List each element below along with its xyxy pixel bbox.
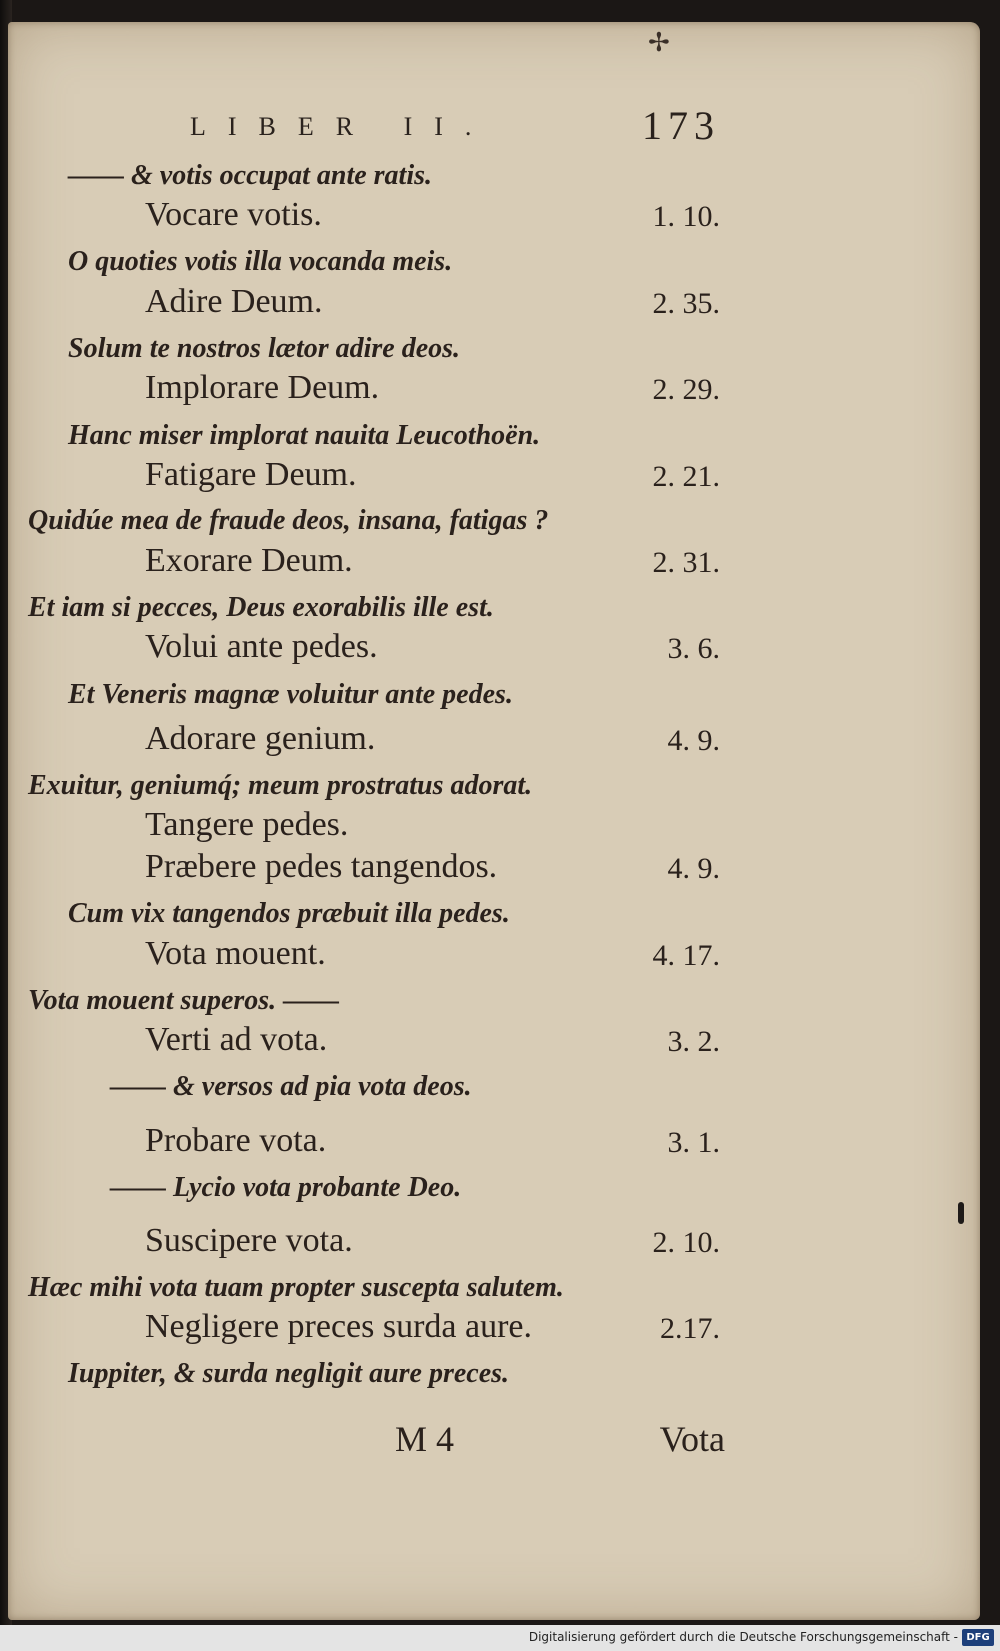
entry-quote: Solum te nostros lætor adire deos. [68,333,461,364]
entry-heading: Tangere pedes. [145,806,349,843]
entry-quote: —— & versos ad pia vota deos. [110,1071,472,1102]
entry-quote: Vota mouent superos. —— [28,985,340,1016]
entry-quote: —— & votis occupat ante ratis. [68,160,432,191]
footer-credit-text: Digitalisierung gefördert durch die Deutsche Forschungsgemeinschaft - [528,1630,958,1644]
entry-heading: Probare vota. [145,1122,327,1159]
entry-heading: Fatigare Deum. [145,456,357,493]
page-spot [958,1202,964,1224]
entry-quote: Iuppiter, & surda negligit aure preces. [68,1358,510,1389]
catchword: Vota [659,1419,725,1459]
entry-heading: Suscipere vota. [145,1222,353,1259]
entry-quote: Et Veneris magnæ voluitur ante pedes. [68,679,513,710]
entry-ref: 4. 9. [667,852,720,885]
entry-heading: Vocare votis. [145,196,322,233]
entry-quote: Cum vix tangendos præbuit illa pedes. [68,898,510,929]
entry-ref: 4. 9. [667,724,720,757]
entry-ref: 4. 17. [652,939,720,972]
dfg-logo-icon: DFG [962,1629,994,1646]
entry-heading: Negligere preces surda aure. [145,1308,533,1345]
entry-heading: Adire Deum. [145,283,323,320]
entry-quote: O quoties votis illa vocanda meis. [68,246,453,277]
entry-heading: Implorare Deum. [145,369,380,406]
entry-quote: Quidúe mea de fraude deos, insana, fatigas ? [28,505,549,536]
entry-ref: 2. 21. [652,460,720,493]
entry-quote: Et iam si pecces, Deus exorabilis ille est. [28,592,494,623]
entry-heading: Adorare genium. [145,720,376,757]
entry-ref: 3. 6. [667,632,720,665]
entry-ref: 1. 10. [652,200,720,233]
page-number: 173 [642,103,720,148]
entry-ref: 2. 29. [652,373,720,406]
entry-ref: 2. 31. [652,546,720,579]
entry-quote: Hanc miser implorat nauita Leucothoën. [68,420,541,451]
entry-quote: —— Lycio vota probante Deo. [110,1172,462,1203]
entry-ref: 2. 10. [652,1226,720,1259]
entry-heading: Præbere pedes tangendos. [145,848,498,885]
entry-quote: Hæc mihi vota tuam propter suscepta salutem. [28,1272,564,1303]
entry-heading: Exorare Deum. [145,542,353,579]
page-footer-line [395,1418,725,1468]
entry-heading: Verti ad vota. [145,1021,328,1058]
entry-heading: Volui ante pedes. [145,628,378,665]
entry-heading: Vota mouent. [145,935,326,972]
entry-quote: Exuitur, geniumq́; meum prostratus adorat. [28,770,533,801]
entry-ref: 2.17. [660,1312,720,1345]
running-head: LIBER II. [190,112,494,141]
asterisk-mark: ✢ [648,28,670,58]
entry-ref: 3. 2. [667,1025,720,1058]
page-header [190,102,720,152]
digitization-footer [0,1625,1000,1651]
signature-mark: M 4 [395,1419,455,1459]
entry-ref: 3. 1. [667,1126,720,1159]
entry-ref: 2. 35. [652,287,720,320]
